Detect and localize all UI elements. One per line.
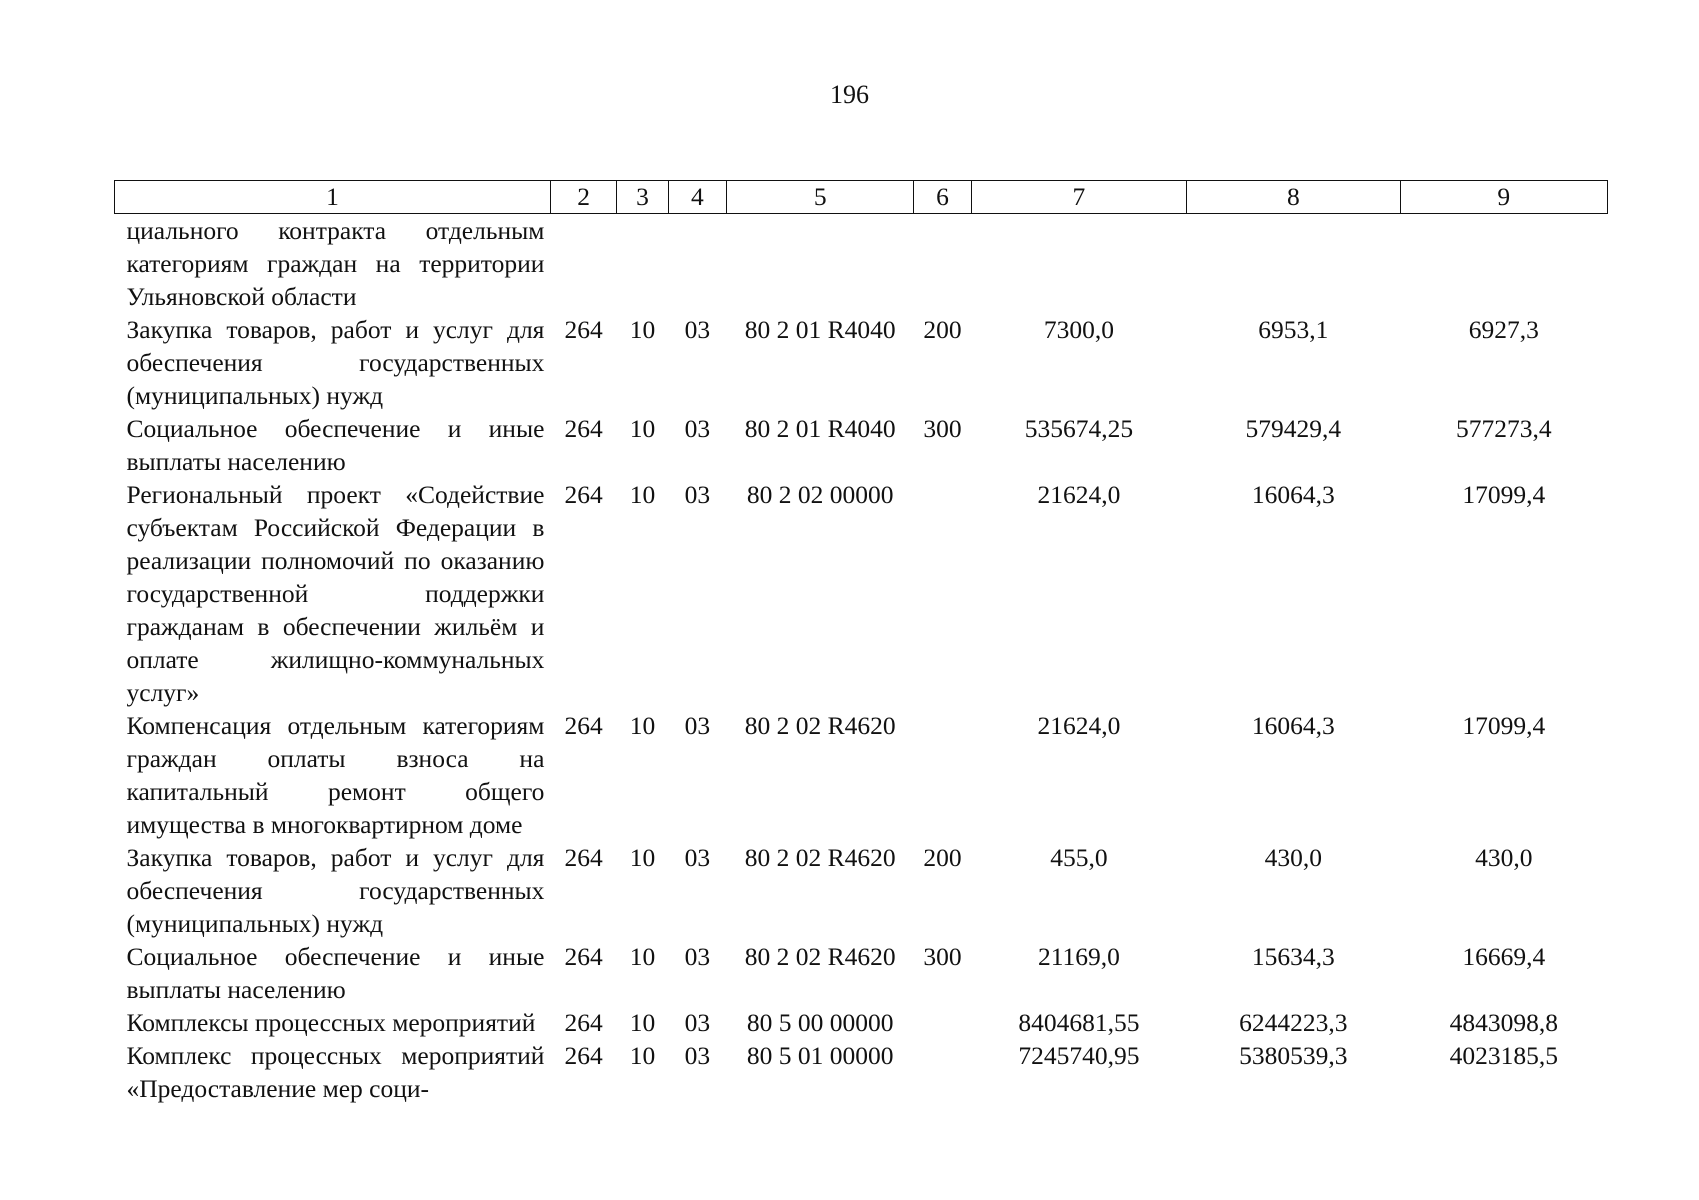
row-value-7: 7245740,95 [1018, 1041, 1140, 1070]
row-code-5: 80 2 01 R4040 [744, 414, 896, 443]
row-name: Закупка товаров, работ и услуг для обеспечения государственных (муниципальных) нужд [126, 843, 545, 938]
table-row [115, 940, 1608, 1006]
row-code-6 [914, 214, 971, 314]
row-name: Социальное обеспечение и иные выплаты населению [126, 942, 545, 1004]
row-code-3: 10 [629, 1041, 656, 1070]
row-code-2: 264 [564, 1008, 603, 1037]
row-code-6 [914, 1006, 971, 1039]
row-value-8: 430,0 [1264, 843, 1323, 872]
row-code-4: 03 [684, 414, 711, 443]
row-value-8: 15634,3 [1251, 942, 1335, 971]
header-row [115, 181, 1608, 214]
row-code-6: 200 [923, 843, 962, 872]
row-code-4: 03 [684, 1008, 711, 1037]
row-value-9: 4843098,8 [1449, 1008, 1558, 1037]
row-code-2: 264 [564, 843, 603, 872]
row-code-5: 80 5 00 00000 [746, 1008, 894, 1037]
row-value-7: 455,0 [1050, 843, 1108, 872]
column-header-2: 2 [550, 181, 616, 214]
row-value-8: 579429,4 [1245, 414, 1342, 443]
column-header-3: 3 [617, 181, 668, 214]
table-row [115, 313, 1608, 412]
row-name: Закупка товаров, работ и услуг для обеспечения государственных (муниципальных) нужд [126, 315, 545, 410]
row-value-8: 16064,3 [1251, 480, 1335, 509]
row-code-4: 03 [684, 1041, 711, 1070]
row-value-8: 16064,3 [1251, 711, 1335, 740]
row-value-7: 21169,0 [1037, 942, 1120, 971]
column-header-1: 1 [115, 181, 551, 214]
row-code-5: 80 2 02 00000 [746, 480, 894, 509]
column-header-9: 9 [1400, 181, 1607, 214]
row-name: Комплексы процессных мероприятий [126, 1008, 536, 1037]
row-value-9: 17099,4 [1462, 711, 1546, 740]
row-value-7: 8404681,55 [1018, 1008, 1140, 1037]
table-row [115, 214, 1608, 314]
row-code-2: 264 [564, 480, 603, 509]
row-code-4: 03 [684, 315, 711, 344]
row-value-8: 5380539,3 [1239, 1041, 1348, 1070]
table-row [115, 412, 1608, 478]
row-value-7: 21624,0 [1037, 480, 1121, 509]
budget-table [114, 180, 1608, 1105]
row-code-5 [727, 214, 914, 314]
row-code-3: 10 [629, 414, 656, 443]
row-value-9: 17099,4 [1462, 480, 1546, 509]
table-row [115, 1006, 1608, 1039]
row-code-4 [668, 214, 726, 314]
row-value-7: 535674,25 [1024, 414, 1134, 443]
row-value-9: 6927,3 [1468, 315, 1539, 344]
row-code-4: 03 [684, 942, 711, 971]
table-row [115, 1039, 1608, 1105]
row-name: Региональный проект «Содействие субъектам Российской Федерации в реализации полномочий по оказанию государственной поддержки гражданам в обеспечении жильём и оплате жилищно-коммунальных услуг» [126, 480, 545, 707]
row-code-6: 200 [923, 315, 962, 344]
column-header-6: 6 [914, 181, 971, 214]
row-value-8 [1187, 214, 1400, 314]
row-code-2: 264 [564, 315, 603, 344]
row-code-6 [914, 478, 971, 709]
row-name: Компенсация отдельным категориям граждан оплаты взноса на капитальный ремонт общего имущества в многоквартирном доме [126, 711, 545, 839]
row-value-9 [1400, 214, 1607, 314]
row-value-9: 4023185,5 [1449, 1041, 1558, 1070]
table-row [115, 841, 1608, 940]
row-code-6 [914, 1039, 971, 1105]
table-row [115, 478, 1608, 709]
column-header-8: 8 [1187, 181, 1400, 214]
row-name: Комплекс процессных мероприятий «Предоставление мер соци- [126, 1041, 545, 1103]
page-number: 196 [830, 80, 869, 109]
column-header-4: 4 [668, 181, 726, 214]
row-code-4: 03 [684, 711, 711, 740]
row-value-7: 21624,0 [1037, 711, 1121, 740]
row-value-8: 6953,1 [1258, 315, 1329, 344]
row-code-2 [550, 214, 616, 314]
row-name: Социальное обеспечение и иные выплаты населению [126, 414, 545, 476]
column-header-7: 7 [971, 181, 1186, 214]
column-header-5: 5 [727, 181, 914, 214]
row-name: циального контракта отдельным категориям граждан на территории Ульяновской области [126, 216, 545, 311]
row-value-8: 6244223,3 [1239, 1008, 1348, 1037]
row-code-2: 264 [564, 942, 603, 971]
table-row [115, 709, 1608, 841]
row-value-7: 7300,0 [1043, 315, 1114, 344]
row-code-5: 80 2 02 R4620 [744, 843, 896, 872]
row-code-4: 03 [684, 480, 711, 509]
row-code-3: 10 [629, 1008, 656, 1037]
row-code-6 [914, 709, 971, 841]
row-code-5: 80 2 02 R4620 [744, 942, 896, 971]
row-code-3: 10 [629, 942, 656, 971]
row-code-3: 10 [629, 315, 656, 344]
row-value-7 [971, 214, 1186, 314]
row-code-3: 10 [629, 480, 656, 509]
row-code-6: 300 [923, 942, 962, 971]
table-header [115, 181, 1608, 214]
row-code-5: 80 2 01 R4040 [744, 315, 896, 344]
row-code-2: 264 [564, 414, 603, 443]
row-value-9: 577273,4 [1455, 414, 1552, 443]
table-body [115, 214, 1608, 1106]
row-code-2: 264 [564, 711, 603, 740]
row-code-3: 10 [629, 843, 656, 872]
row-code-3 [617, 214, 668, 314]
row-code-5: 80 2 02 R4620 [744, 711, 896, 740]
row-value-9: 430,0 [1475, 843, 1533, 872]
row-code-6: 300 [923, 414, 962, 443]
row-code-2: 264 [564, 1041, 603, 1070]
row-code-5: 80 5 01 00000 [746, 1041, 894, 1070]
row-value-9: 16669,4 [1462, 942, 1546, 971]
row-code-4: 03 [684, 843, 711, 872]
row-code-3: 10 [629, 711, 656, 740]
